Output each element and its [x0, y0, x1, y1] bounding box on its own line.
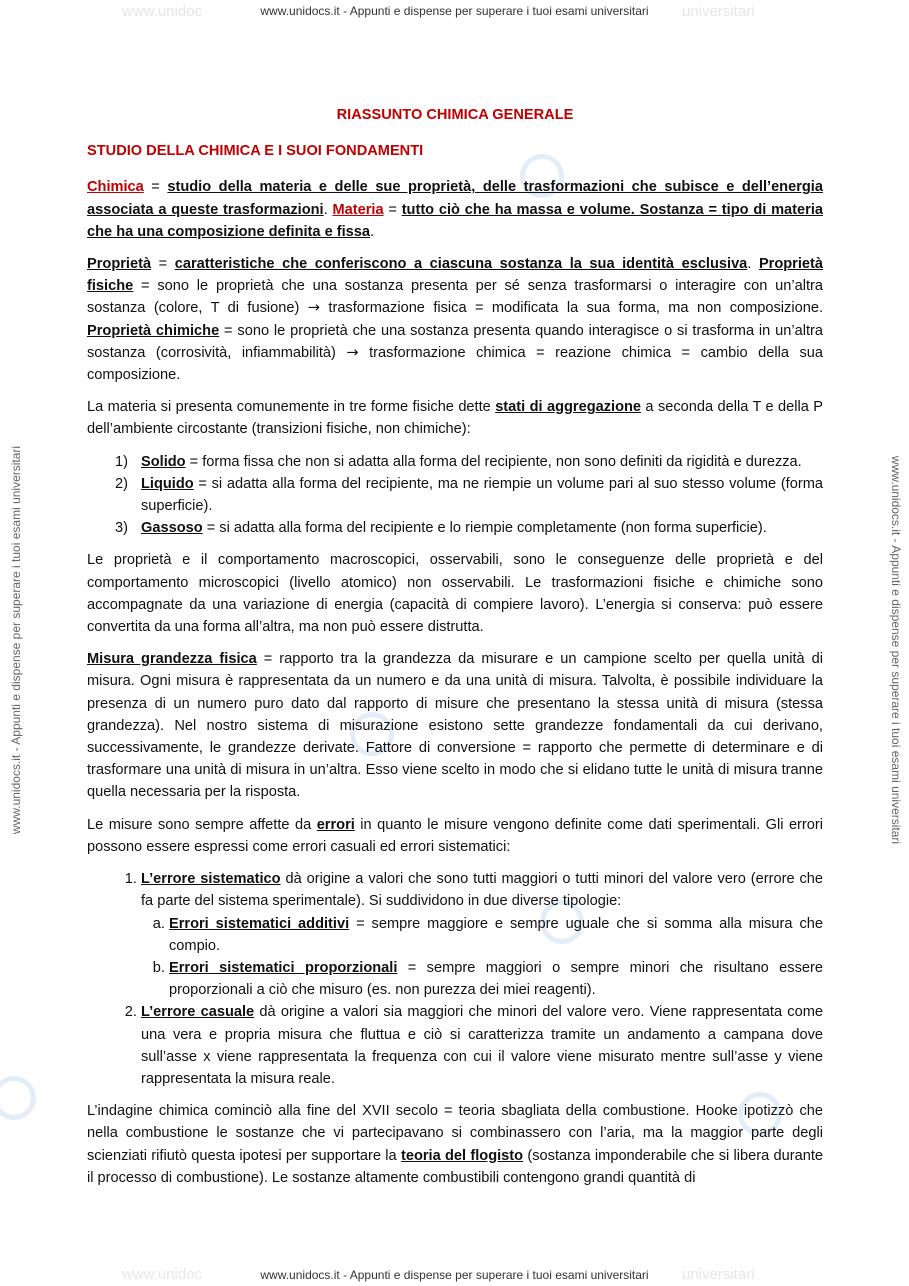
term-proprieta-chimiche: Proprietà chimiche — [87, 322, 220, 339]
term-stati-aggregazione: stati di aggregazione — [495, 399, 642, 416]
section-title: STUDIO DELLA CHIMICA E I SUOI FONDAMENTI — [87, 143, 424, 160]
term-errore-casuale: L’errore casuale — [141, 1004, 255, 1021]
text: . — [323, 201, 333, 218]
text: . — [747, 256, 759, 273]
list-item — [115, 517, 823, 539]
term-teoria-flogisto: teoria del flogisto — [400, 1147, 524, 1164]
term-errore-sistematico: L’errore sistematico — [141, 871, 281, 888]
text: trasformazione fisica = modificata la sua forma, ma non composizione. — [320, 300, 823, 317]
text: = si adatta alla forma del recipiente, ma ne riempie un volume pari al suo stesso volume (forma superficie). — [141, 475, 823, 515]
text: = — [143, 179, 168, 196]
text: = forma fissa che non si adatta alla forma del recipiente, non sono definiti da rigidità e durezza. — [185, 453, 802, 470]
watermark-ghost-bottom-right: universitari — [682, 1266, 755, 1283]
watermark-banner-top: www.unidocs.it - Appunti e dispense per superare i tuoi esami universitari — [260, 4, 649, 18]
text: dà origine a valori sia maggiori che minori del valore vero. Viene rappresentata come una vera e propria misura che fluttua e ciò si caratterizza tramite un andamento a campana dove sull’asse x viene rappresentata la frequenza con cui il valore viene misurato mentre sull’asse y viene rappresentata la misura reale. — [141, 1004, 823, 1087]
text: = sempre maggiori o sempre minori che risultano essere proporzionali a ciò che misuro (es. non purezza dei miei reagenti). — [169, 959, 823, 999]
document-body — [87, 104, 823, 1199]
list-item — [115, 451, 823, 473]
definition-chimica: studio della materia e delle sue proprietà, delle trasformazioni che subisce e dell’energia associata a queste trasformazioni — [87, 179, 823, 218]
paragraph-proprieta — [87, 253, 823, 386]
term-materia: Materia — [332, 201, 384, 218]
text: = si adatta alla forma del recipiente e lo riempie completamente (non forma superficie). — [202, 520, 767, 537]
text: trasformazione chimica = reazione chimica = cambio della sua composizione. — [87, 344, 823, 384]
text: a seconda della T e della P dell’ambiente circostante (transizioni fisiche, non chimiche): — [87, 399, 823, 438]
term-errori-additivi: Errori sistematici additivi — [169, 915, 350, 932]
text: Le misure sono sempre affette da — [87, 816, 317, 833]
list-number: 3) — [115, 520, 128, 537]
text: = — [383, 201, 402, 218]
sub-list-item — [169, 957, 823, 1001]
list-item — [115, 473, 823, 517]
paragraph-misura — [87, 648, 823, 803]
text: = — [151, 256, 175, 273]
watermark-ghost-top-right: universitari — [682, 3, 755, 20]
arrow-right-icon: → — [307, 299, 320, 317]
term-solido: Solido — [141, 453, 186, 470]
list-item — [141, 868, 823, 1001]
term-misura-grandezza-fisica: Misura grandezza fisica — [87, 651, 257, 668]
watermark-ghost-top-left: www.unidoc — [122, 3, 203, 20]
watermark-banner-bottom: www.unidocs.it - Appunti e dispense per superare i tuoi esami universitari — [260, 1268, 649, 1282]
text: in quanto le misure vengono definite come dati sperimentali. Gli errori possono essere espressi come errori casuali ed errori sistematici: — [87, 816, 823, 855]
paragraph-errori — [87, 814, 823, 858]
list-item — [141, 1001, 823, 1090]
term-proprieta: Proprietà — [87, 256, 152, 273]
text: = sempre maggiore e sempre uguale che si somma alla misura che compio. — [169, 915, 823, 954]
watermark-ghost-bottom-left: www.unidoc — [122, 1266, 203, 1283]
term-errori: errori — [316, 816, 355, 833]
text: . — [370, 223, 375, 240]
term-errori-proporzionali: Errori sistematici proporzionali — [169, 959, 398, 976]
sub-list — [141, 913, 823, 1002]
term-proprieta-fisiche: Proprietà fisiche — [87, 256, 824, 295]
sub-list-item — [169, 913, 823, 957]
text: L’indagine chimica cominciò alla fine del XVII secolo = teoria sbagliata della combustione. Hooke ipotizzò che nella combustione le sostanze che vi partecipavano si combinassero con l’aria, ma la maggior parte degli scienziati rifiutò questa ipotesi per supportare la — [87, 1103, 823, 1164]
paragraph-stati-aggregazione — [87, 396, 823, 440]
watermark-banner-left: www.unidocs.it - Appunti e dispense per superare i tuoi esami universitari — [9, 445, 23, 835]
watermark-logo-icon — [0, 1076, 36, 1120]
states-list — [87, 451, 823, 540]
text: = sono le proprietà che una sostanza presenta quando interagisce o si trasforma in un’altra sostanza (corrosività, infiammabilità) — [87, 322, 823, 361]
document-title: RIASSUNTO CHIMICA GENERALE — [336, 107, 574, 123]
text: = rapporto tra la grandezza da misurare e un campione scelto per quella unità di misura. Ogni misura è rappresentata da un numero e da una unità di misura. Talvolta, è possibile individuare la presenza di un numero puro dato dal rapporto di misure che presentano la stessa unità di misura (stessa grandezza). Nel nostro sistema di misurazione esistono sette grandezze fondamentali da cui derivano, successivamente, le grandezze derivate. Fattore di conversione = rapporto che permette di determinare e di trasformare una unità di misura in un’altra. Esso viene scelto in modo che si elidano tutte le unità di misura tranne quella necessaria per la risposta. — [87, 651, 823, 801]
term-liquido: Liquido — [141, 475, 194, 492]
watermark-banner-right: www.unidocs.it - Appunti e dispense per superare i tuoi esami universitari — [889, 455, 903, 845]
definition-proprieta: caratteristiche che conferiscono a ciascuna sostanza la sua identità esclusiva — [174, 256, 748, 273]
errors-list — [87, 868, 823, 1090]
paragraph-flogisto — [87, 1100, 823, 1189]
text: La materia si presenta comunemente in tre forme fisiche dette — [87, 399, 496, 416]
term-gassoso: Gassoso — [141, 520, 203, 537]
definition-materia: tutto ciò che ha massa e volume. Sostanza = tipo di materia che ha una composizione definita e fissa — [87, 201, 823, 240]
text: (sostanza imponderabile che si libera durante il processo di combustione). Le sostanze altamente combustibili contengono grandi quantità di — [87, 1147, 824, 1186]
paragraph-chimica — [87, 176, 823, 243]
term-chimica: Chimica — [87, 179, 144, 196]
list-number: 1) — [115, 453, 128, 470]
text: dà origine a valori che sono tutti maggiori o tutti minori del valore vero (errore che fa parte del sistema sperimentale). Si suddividono in due diverse tipologie: — [141, 871, 823, 910]
list-number: 2) — [115, 475, 128, 492]
paragraph-macroscopici: Le proprietà e il comportamento macroscopici, osservabili, sono le conseguenze delle proprietà e del comportamento microscopici (livello atomico) non osservabili. Le trasformazioni fisiche e chimiche sono accompagnate da una variazione di energia (capacità di compiere lavoro). L’energia si conserva: può essere convertita da una forma all’altra, ma non può essere distrutta. — [87, 552, 823, 636]
arrow-right-icon: → — [346, 343, 359, 361]
text: = sono le proprietà che una sostanza presenta per sé senza trasformarsi o interagire con un’altra sostanza (colore, T di fusione) — [87, 278, 823, 317]
